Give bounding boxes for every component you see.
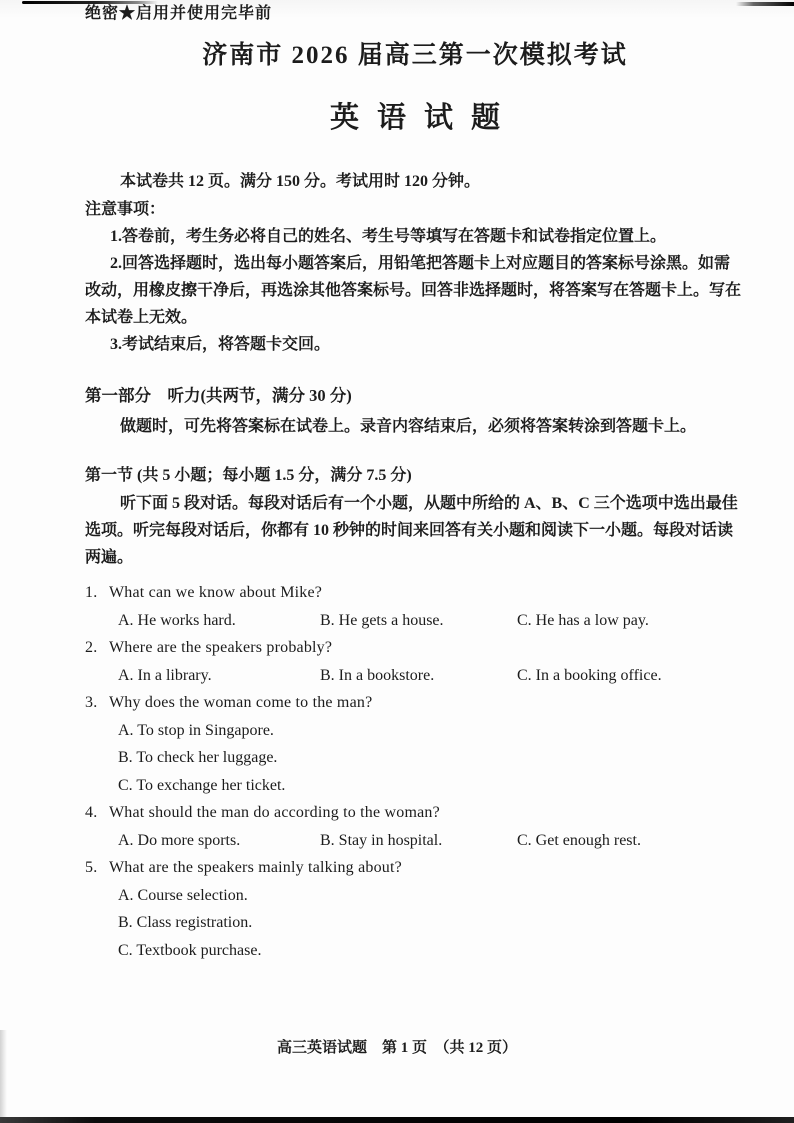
notice-item-3: 3.考试结束后，将答题卡交回。 [110,336,331,353]
question-4-options [118,827,745,855]
question-2-stem: Where are the speakers probably? [109,639,333,656]
question-2-options [118,662,745,690]
question-1-stem: What can we know about Mike? [109,584,323,601]
question-4-stem: What should the man do according to the woman? [109,804,440,821]
section1-instruction: 听下面 5 段对话。每段对话后有一个小题，从题中所给的 A、B、C 三个选项中选出最佳选项。听完每段对话后，你都有 10 秒钟的时间来回答有关小题和阅读下一小题。每段对话读两遍。 [85,495,738,566]
question-3-option-b: B. To check her luggage. [118,749,278,766]
question-3-option-c: C. To exchange her ticket. [118,776,286,794]
question-5-option-b: B. Class registration. [118,914,253,931]
question-5-options [118,882,745,965]
question-4-text [85,799,745,827]
question-5-option-a: A. Course selection. [118,886,248,904]
question-3-stem: Why does the woman come to the man? [109,694,373,711]
question-4-option-a: A. Do more sports. [118,831,241,849]
section1-heading: 第一节 (共 5 小题；每小题 1.5 分，满分 7.5 分) [85,467,412,484]
question-1-number: 1. [85,584,98,601]
scan-artifact-bottom [0,1117,794,1123]
question-1-text [85,579,745,607]
question-5 [85,854,745,964]
listening-questions [85,579,745,964]
subject-title: 英语试题 [330,102,518,134]
question-2-option-b: B. In a bookstore. [320,666,435,684]
question-2 [85,634,745,689]
question-3-number: 3. [85,694,98,711]
exam-info: 本试卷共 12 页。满分 150 分。考试用时 120 分钟。 [120,173,481,190]
question-5-text [85,854,745,882]
question-5-option-c: C. Textbook purchase. [118,941,262,959]
notices-heading: 注意事项： [85,201,166,218]
question-3 [85,689,745,799]
question-2-option-c: C. In a booking office. [517,666,662,684]
question-3-options [118,717,745,800]
security-classification: 绝密★启用并使用完毕前 [85,5,273,22]
question-4 [85,799,745,854]
question-4-number: 4. [85,804,98,821]
question-2-number: 2. [85,639,98,656]
question-3-text [85,689,745,717]
question-1-option-a: A. He works hard. [118,611,236,629]
question-5-number: 5. [85,859,98,876]
part1-heading: 第一部分 听力(共两节，满分 30 分) [85,386,352,405]
question-3-option-a: A. To stop in Singapore. [118,721,274,739]
question-2-option-a: A. In a library. [118,666,212,684]
question-1-option-c: C. He has a low pay. [517,611,649,629]
exam-title: 济南市 2026 届高三第一次模拟考试 [202,42,628,69]
part1-instruction: 做题时，可先将答案标在试卷上。录音内容结束后，必须将答案转涂到答题卡上。 [120,418,697,435]
question-5-stem: What are the speakers mainly talking about? [109,859,402,876]
question-4-option-b: B. Stay in hospital. [320,831,443,849]
exam-content [85,0,745,964]
question-2-text [85,634,745,662]
page-footer: 高三英语试题 第 1 页 （共 12 页） [276,1040,517,1056]
question-4-option-c: C. Get enough rest. [517,831,641,849]
question-1 [85,579,745,634]
notice-item-2: 2.回答选择题时，选出每小题答案后，用铅笔把答题卡上对应题目的答案标号涂黑。如需改动，用橡皮擦干净后，再选涂其他答案标号。回答非选择题时，将答案写在答题卡上。写在本试卷上无效。 [85,255,742,326]
notice-item-1: 1.答卷前，考生务必将自己的姓名、考生号等填写在答题卡和试卷指定位置上。 [110,228,667,245]
question-1-options [118,607,745,635]
question-1-option-b: B. He gets a house. [320,611,444,629]
